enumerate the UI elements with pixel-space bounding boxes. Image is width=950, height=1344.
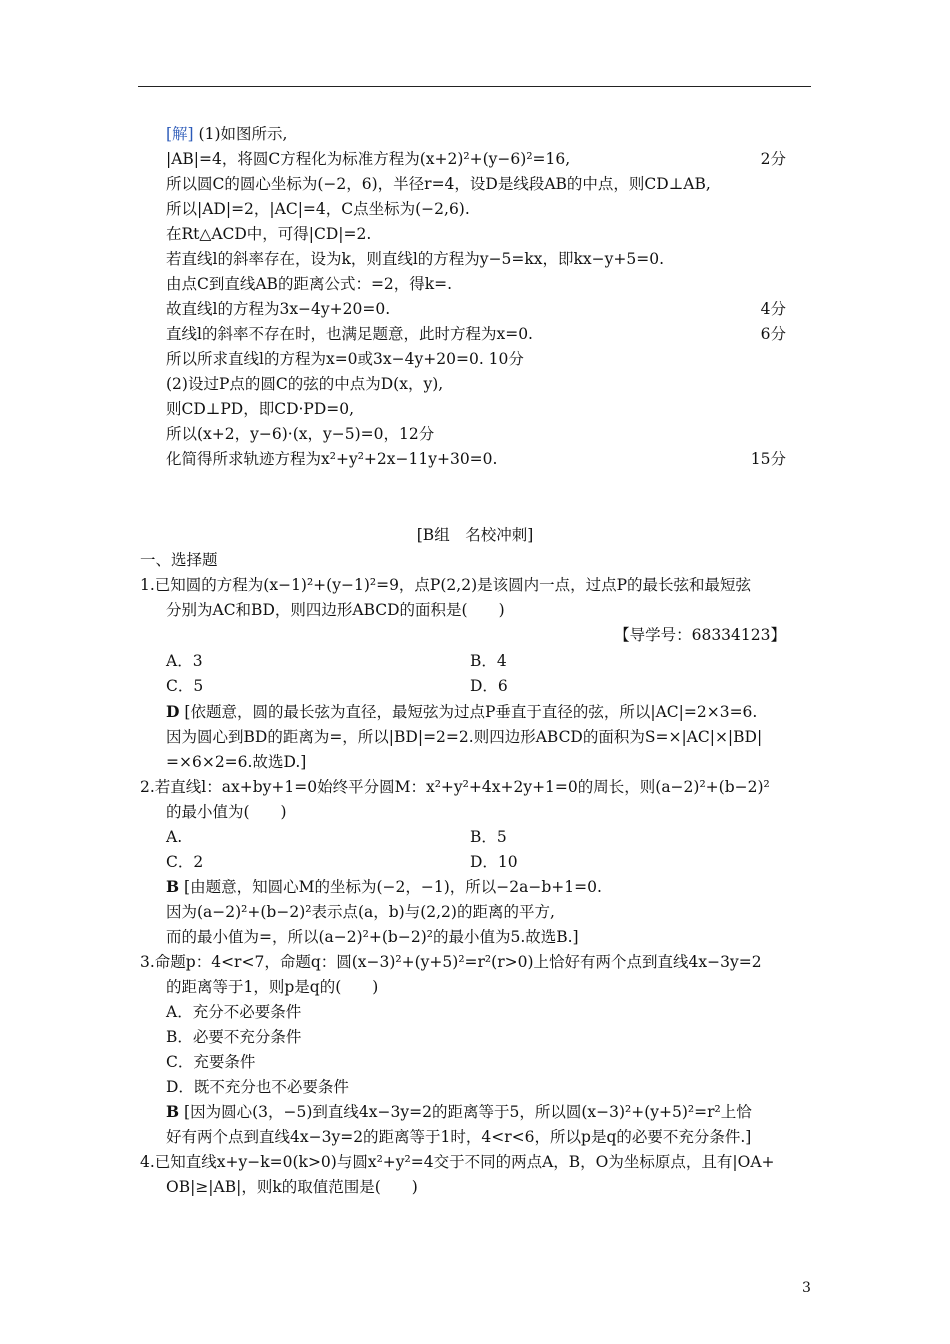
solution-first-line (166, 124, 287, 144)
q1-option-d: D．6 (470, 677, 508, 695)
solution-line-4: 在Rt△ACD中，可得|CD|=2. (166, 225, 372, 243)
q1-stem-1: 1.已知圆的方程为(x−1)²+(y−1)²=9，点P(2,2)是该圆内一点，过点P的最长弦和最短弦 (140, 576, 752, 594)
q1-stem-2: 分别为AC和BD，则四边形ABCD的面积是( ) (166, 601, 505, 619)
solution-line-1: |AB|=4，将圆C方程化为标准方程为(x+2)²+(y−6)²=16, (166, 150, 571, 168)
q3-explanation-1 (166, 1102, 752, 1122)
q3-option-b: B．必要不充分条件 (166, 1028, 302, 1046)
q1-explanation-1 (166, 702, 757, 722)
q1-explanation-1-text: [依题意，圆的最长弦为直径，最短弦为过点P垂直于直径的弦，所以|AC|=2×3=6. (184, 703, 758, 721)
q4-stem-1: 4.已知直线x+y−k=0(k>0)与圆x²+y²=4交于不同的两点A，B，O为坐标原点，且有|OA+ (140, 1153, 775, 1171)
solution-line-8: 直线l的斜率不存在时，也满足题意，此时方程为x=0. (166, 325, 533, 343)
solution-line-12: 所以(x+2，y−6)·(x，y−5)=0，12分 (166, 425, 435, 443)
q2-explanation-2: 因为(a−2)²+(b−2)²表示点(a，b)与(2,2)的距离的平方, (166, 903, 555, 921)
score-2: 2分 (760, 150, 786, 168)
q2-explanation-1 (166, 877, 602, 897)
solution-line-7: 故直线l的方程为3x−4y+20=0. (166, 300, 391, 318)
header-rule (138, 86, 811, 87)
solution-line-6: 由点C到直线AB的距离公式：=2，得k=. (166, 275, 453, 293)
q2-answer: B (166, 877, 180, 896)
q2-explanation-1-text: [由题意，知圆心M的坐标为(−2，−1)，所以−2a−b+1=0. (184, 878, 602, 896)
solution-first-text: (1)如图所示, (198, 125, 288, 143)
q3-answer: B (166, 1102, 180, 1121)
solution-line-11: 则CD⊥PD，即CD·PD=0, (166, 400, 355, 418)
q1-explanation-3: =×6×2=6.故选D.] (166, 753, 307, 771)
q2-stem-2: 的最小值为( ) (166, 803, 287, 821)
q2-option-c: C．2 (166, 853, 204, 871)
score-4: 4分 (760, 300, 786, 318)
q2-option-a: A. (166, 828, 183, 846)
q1-explanation-2: 因为圆心到BD的距离为=，所以|BD|=2=2.则四边形ABCD的面积为S=×|AC|×|BD| (166, 728, 763, 746)
q2-option-b: B．5 (470, 828, 507, 846)
q3-option-a: A．充分不必要条件 (166, 1003, 302, 1021)
score-6: 6分 (760, 325, 786, 343)
solution-line-2: 所以圆C的圆心坐标为(−2，6)，半径r=4，设D是线段AB的中点，则CD⊥AB, (166, 175, 711, 193)
q2-option-d: D．10 (470, 853, 518, 871)
q1-answer: D (166, 702, 180, 721)
page-number: 3 (802, 1280, 811, 1296)
solution-line-9: 所以所求直线l的方程为x=0或3x−4y+20=0. 10分 (166, 350, 524, 368)
solution-tag: [解] (166, 125, 194, 143)
solution-line-13: 化简得所求轨迹方程为x²+y²+2x−11y+30=0. (166, 450, 498, 468)
q1-option-c: C．5 (166, 677, 204, 695)
q1-option-a: A．3 (166, 652, 203, 670)
solution-line-3: 所以|AD|=2，|AC|=4，C点坐标为(−2,6). (166, 200, 470, 218)
q3-stem-1: 3.命题p：4<r<7，命题q：圆(x−3)²+(y+5)²=r²(r>0)上恰好有两个点到直线4x−3y=2 (140, 953, 762, 971)
q2-stem-1: 2.若直线l：ax+by+1=0始终平分圆M：x²+y²+4x+2y+1=0的周长，则(a−2)²+(b−2)² (140, 778, 770, 796)
q2-explanation-3: 而的最小值为=，所以(a−2)²+(b−2)²的最小值为5.故选B.] (166, 928, 579, 946)
solution-line-5: 若直线l的斜率存在，设为k，则直线l的方程为y−5=kx，即kx−y+5=0. (166, 250, 665, 268)
part-title: 一、选择题 (140, 551, 218, 569)
section-title: [B组 名校冲刺] (416, 526, 534, 544)
q3-option-d: D．既不充分也不必要条件 (166, 1078, 349, 1096)
q3-option-c: C．充要条件 (166, 1053, 256, 1071)
q3-explanation-2: 好有两个点到直线4x−3y=2的距离等于1时，4<r<6，所以p是q的必要不充分条件.] (166, 1128, 752, 1146)
q3-stem-2: 的距离等于1，则p是q的( ) (166, 978, 379, 996)
q3-explanation-1-text: [因为圆心(3，−5)到直线4x−3y=2的距离等于5，所以圆(x−3)²+(y+5)²=r²上恰 (184, 1103, 752, 1121)
q1-option-b: B．4 (470, 652, 507, 670)
score-15: 15分 (750, 450, 786, 468)
solution-line-10: (2)设过P点的圆C的弦的中点为D(x，y), (166, 375, 444, 393)
q4-stem-2: OB|≥|AB|，则k的取值范围是( ) (166, 1178, 418, 1196)
q1-ref: 【导学号：68334123】 (614, 626, 786, 644)
